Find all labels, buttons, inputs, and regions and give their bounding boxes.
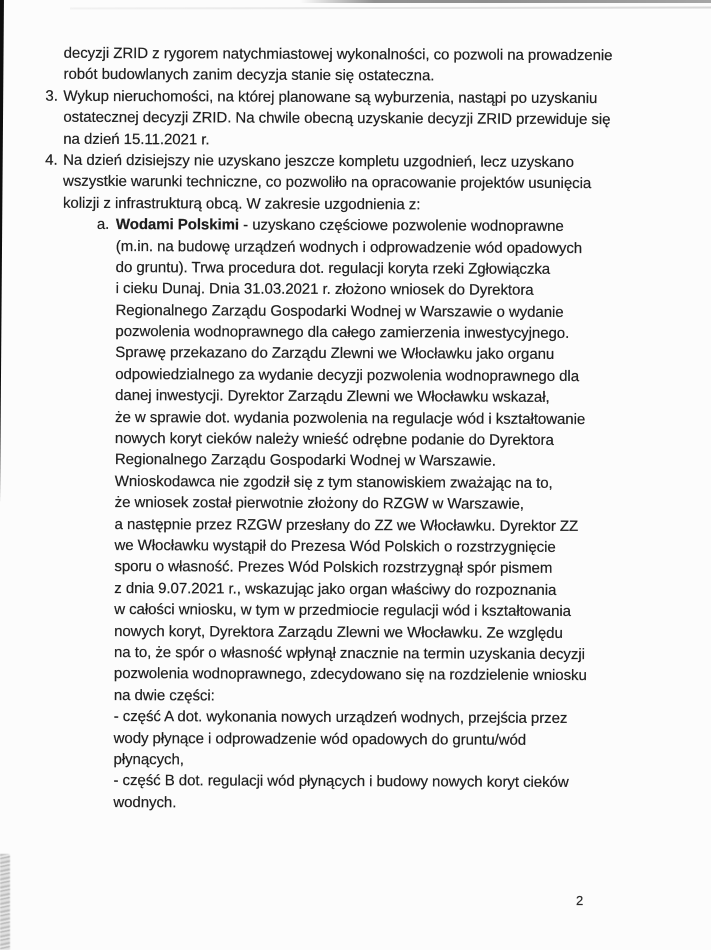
text-line: Wodami Polskimi - uzyskano częściowe pozwolenie wodnoprawne — [115, 216, 564, 236]
text-line: wody płynące i odprowadzenie wód opadowych do gruntu/wód — [113, 729, 527, 749]
text-line: Na dzień dzisiejszy nie uzyskano jeszcze kompletu uzgodnień, lecz uzyskano — [63, 151, 574, 171]
text-line: do gruntu). Trwa procedura dot. regulacji koryta rzeki Zgłowiączka — [115, 258, 551, 278]
text-line: wszystkie warunki techniczne, co pozwoliło na opracowanie projektów usunięcia — [63, 173, 592, 193]
text-line: pozwolenia wodnoprawnego, zdecydowano się na rozdzielenie wniosku — [113, 665, 587, 685]
text-line: na dwie części: — [113, 686, 215, 705]
list-marker: 4. — [45, 151, 58, 169]
text-line: kolizji z infrastrukturą obcą. W zakresie uzgodnienia z: — [62, 194, 421, 214]
scan-noise-artifact — [0, 854, 10, 950]
paragraph-continuation — [1, 42, 711, 88]
text-line: płynących, — [113, 750, 184, 769]
text-line: w całości wniosku, w tym w przedmiocie regulacji wód i kształtowania — [114, 601, 572, 621]
text-line: Wykup nieruchomości, na której planowane są wyburzenia, nastąpi po uzyskaniu — [63, 87, 598, 107]
list-marker: 3. — [45, 87, 58, 105]
text-line: Wnioskodawca nie zgodził się z tym stanowiskiem zważając na to, — [114, 472, 553, 492]
text-line: nowych koryt, Dyrektora Zarządu Zlewni we Włocławku. Ze względu — [114, 622, 563, 642]
bold-lead-text: Wodami Polskimi — [115, 216, 240, 234]
numbered-list-item — [1, 149, 711, 216]
text-line: - część B dot. regulacji wód płynących i budowy nowych koryt cieków — [113, 772, 569, 792]
text-line: pozwolenia wodnoprawnego dla całego zamierzenia inwestycyjnego. — [115, 323, 570, 343]
text-line: robót budowlanych zanim decyzja stanie się ostateczna. — [63, 66, 435, 85]
text-line: i cieku Dunaj. Dnia 31.03.2021 r. złożono wniosek do Dyrektora — [115, 280, 534, 300]
text-line: ostatecznej decyzji ZRID. Na chwile obecną uzyskanie decyzji ZRID przewiduje się — [63, 108, 611, 129]
text-line: Sprawę przekazano do Zarządu Zlewni we Włocławku jako organu — [115, 344, 555, 364]
text-line: że wniosek został pierwotnie złożony do RZGW w Warszawie, — [114, 494, 524, 513]
text-line: na dzień 15.11.2021 r. — [63, 130, 210, 148]
text-line: nowych koryt cieków należy wnieść odrębne podanie do Dyrektora — [114, 429, 554, 449]
text-line: że w sprawie dot. wydania pozwolenia na regulacje wód i kształtowanie — [115, 408, 586, 428]
text-line: danej inwestycji. Dyrektor Zarządu Zlewni we Włocławku wskazał, — [115, 387, 550, 407]
text-line: a następnie przez RZGW przesłany do ZZ we Włocławku. Dyrektor ZZ — [114, 515, 579, 535]
text-line: sporu o własność. Prezes Wód Polskich rozstrzygnął spór pismem — [114, 558, 553, 578]
text-line: wodnych. — [113, 793, 177, 811]
page-number: 2 — [576, 893, 584, 908]
text-line: Regionalnego Zarządu Gospodarki Wodnej w Warszawie o wydanie — [115, 301, 564, 321]
numbered-list-item — [1, 85, 711, 152]
list-marker: a. — [96, 215, 110, 234]
text-line: decyzji ZRID z rygorem natychmiastowej wykonalności, co pozwoli na prowadzenie — [63, 44, 613, 65]
document-body — [0, 42, 711, 815]
text-line: z dnia 9.07.2021 r., wskazując jako organ właściwy do rozpoznania — [114, 579, 557, 599]
text-line: - część A dot. wykonania nowych urządzeń wodnych, przejścia przez — [113, 708, 568, 728]
scan-top-edge-artifact — [300, 0, 711, 3]
text-line: (m.in. na budowę urządzeń wodnych i odprowadzenie wód opadowych — [115, 237, 583, 257]
text-line: na to, że spór o własność wpłynął znacznie na termin uzyskania decyzji — [113, 643, 585, 663]
lettered-sub-item — [0, 214, 711, 816]
text-line: odpowiedzialnego za wydanie decyzji pozwolenia wodnoprawnego dla — [115, 365, 580, 385]
scan-top-faint-line-artifact — [70, 7, 711, 10]
text-line: Regionalnego Zarządu Gospodarki Wodnej w Warszawie. — [114, 451, 496, 471]
text-line: we Włocławku wystąpił do Prezesa Wód Polskich o rozstrzygnięcie — [114, 536, 556, 556]
